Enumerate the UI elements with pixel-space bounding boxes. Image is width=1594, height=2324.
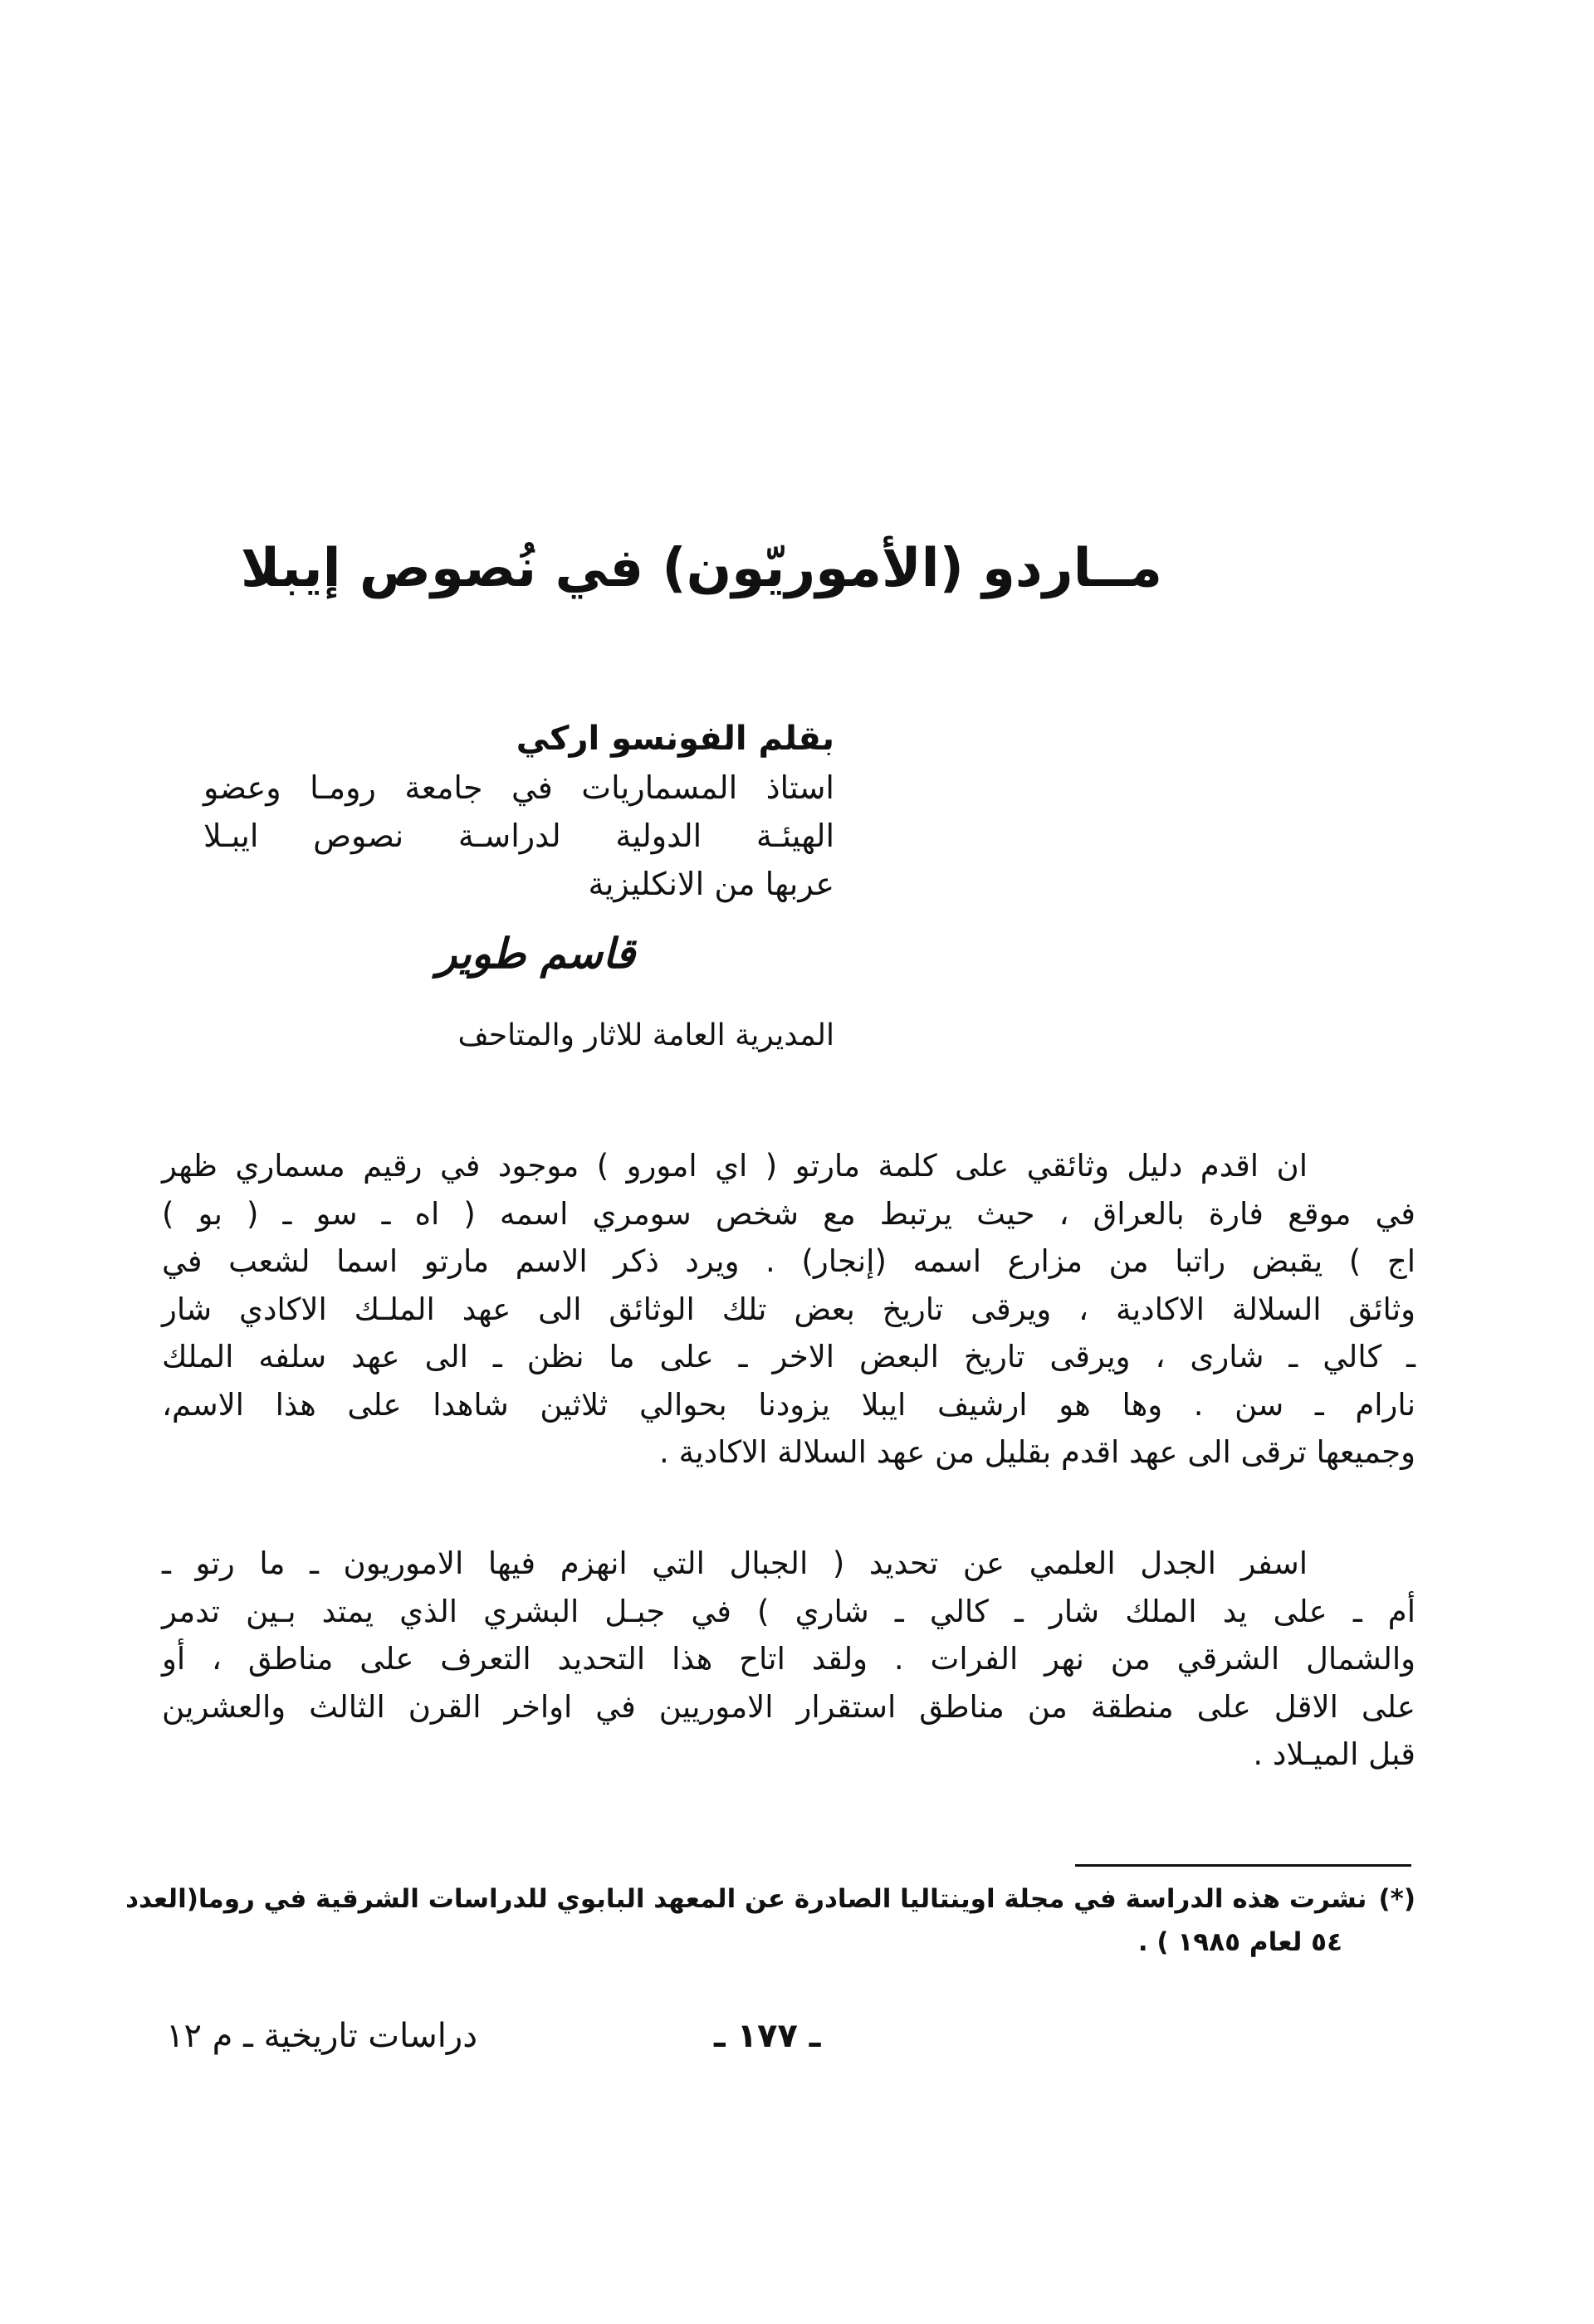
author-name: بقلم الفونسو اركي (516, 720, 834, 758)
page-number: ـ ١٧٧ ـ (714, 2017, 821, 2055)
paragraph-line: نارام ـ سن . وها هو ارشيف ايبلا يزودنا بحوالي ثلاثين شاهدا على هذا الاسم، (162, 1386, 1416, 1423)
paragraph-line: ان اقدم دليل وثائقي على كلمة مارتو ( اي امورو ) موجود في رقيم مسماري ظهر (162, 1148, 1308, 1184)
body-paragraph (162, 1142, 1416, 1477)
body-paragraph (162, 1540, 1416, 1779)
paragraph-line: وجميعها ترقى الى عهد اقدم بقليل من عهد السلالة الاكادية . (659, 1434, 1416, 1470)
paragraph-line: ـ كالي ـ شارى ، ويرقى تاريخ البعض الاخر ـ على ما نظن ـ الى عهد سلفه الملك (162, 1339, 1416, 1374)
journal-reference: دراسات تاريخية ـ م ١٢ (166, 2017, 478, 2055)
paragraph-line: والشمال الشرقي من نهر الفرات . ولقد اتاح هذا التحديد التعرف على مناطق ، أو (162, 1641, 1416, 1677)
footnote-marker: (*) (1378, 1884, 1416, 1914)
article-title: مــاردو (الأموريّون) في نُصوص إيبلا (240, 538, 1162, 599)
paragraph-line: اسفر الجدل العلمي عن تحديد ( الجبال التي انهزم فيها الاموريون ـ ما رتو ـ (162, 1545, 1308, 1581)
author-affiliation-line: الهيئـة الدولية لدراسـة نصوص ايبـلا (203, 818, 834, 854)
paragraph-line: أم ـ على يد الملك شار ـ كالي ـ شاري ) في جبـل البشري الذي يمتد بـين تدمر (162, 1593, 1416, 1629)
byline-block (203, 714, 834, 1061)
paragraph-line: على الاقل على منطقة من مناطق استقرار الاموريين في اواخر القرن الثالث والعشرين (162, 1688, 1416, 1725)
paragraph-line: وثائق السلالة الاكادية ، ويرقى تاريخ بعض تلك الوثائق الى عهد الملـك الاكادي شار (162, 1291, 1416, 1327)
translation-note: عربها من الانكليزية (588, 866, 834, 902)
footnote-line (125, 1877, 1416, 1921)
footnote (125, 1877, 1416, 1964)
footnote-divider (1075, 1864, 1411, 1867)
page-footer (166, 2007, 1428, 2065)
paragraph-line: قبل الميـلاد . (1253, 1736, 1416, 1772)
author-affiliation-line: استاذ المسماريات في جامعة رومـا وعضو (203, 769, 834, 806)
translator-affiliation: المديرية العامة للاثار والمتاحف (457, 1018, 834, 1052)
translator-signature: قاسم طوير (437, 929, 635, 978)
footnote-line: ٥٤ لعام ١٩٨٥ ) . (1137, 1927, 1342, 1957)
paragraph-line: في موقع فارة بالعراق ، حيث يرتبط مع شخص سومري اسمه ( اه ـ سو ـ ( بو ) (162, 1195, 1416, 1232)
paragraph-line: اج ) يقبض راتبا من مزارع اسمه (إنجار) . ويرد ذكر الاسم مارتو اسما لشعب في (162, 1243, 1416, 1279)
footnote-text: نشرت هذه الدراسة في مجلة اوينتاليا الصادرة عن المعهد البابوي للدراسات الشرقية في روما(العدد (125, 1884, 1367, 1914)
